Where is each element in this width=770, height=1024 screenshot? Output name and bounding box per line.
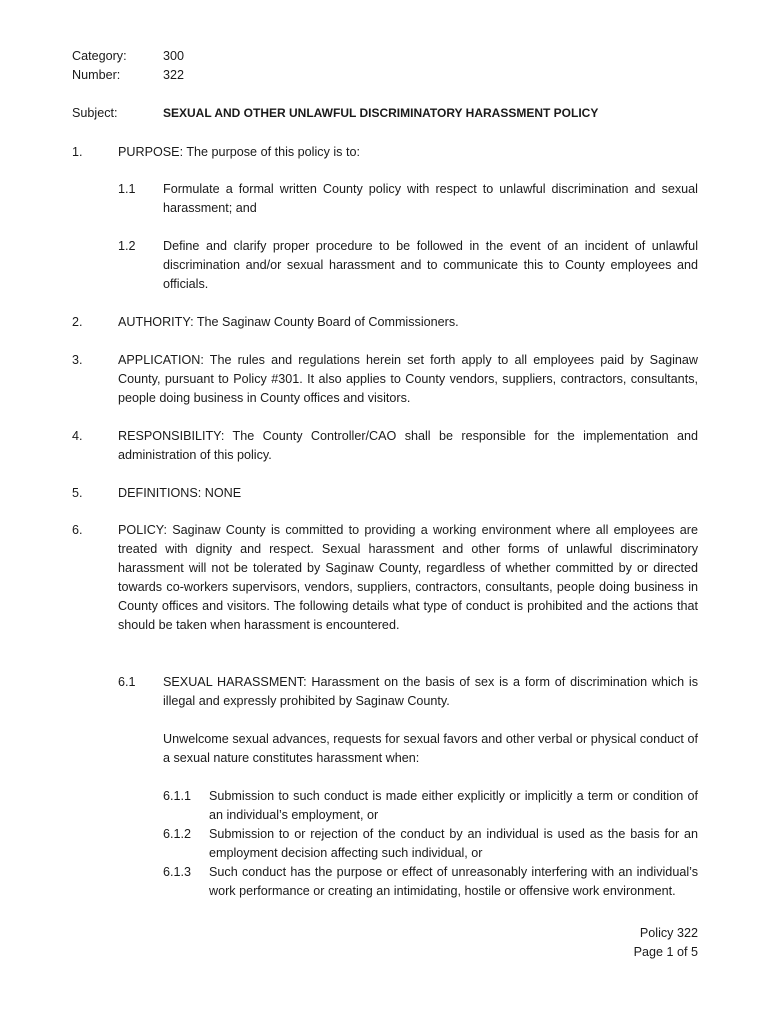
section-2-number: 2.	[72, 315, 83, 329]
section-2-text: AUTHORITY: The Saginaw County Board of Commissioners.	[118, 315, 459, 329]
section-6-1-2-text: Submission to or rejection of the conduct by an individual is used as the basis for an employment decision affecting such individual, or	[209, 827, 698, 860]
section-3-number: 3.	[72, 353, 83, 367]
subject-value: SEXUAL AND OTHER UNLAWFUL DISCRIMINATORY HARASSMENT POLICY	[163, 106, 599, 120]
section-6-1-1-text: Submission to such conduct is made either explicitly or implicitly a term or condition of an individual’s employment, or	[209, 789, 698, 822]
section-1-2-number: 1.2	[118, 239, 136, 253]
section-6-1-3-number: 6.1.3	[163, 865, 192, 879]
section-6-text: POLICY: Saginaw County is committed to providing a working environment where all employees are treated with dignity and respect. Sexual harassment and other forms of unlawful discriminatory harassment will not be tolerated by Saginaw County, regardless of whether committed by or directed towards co-workers supervisors, vendors, suppliers, contractors, consultants, people doing business in County offices and visitors. The following details what type of conduct is prohibited and the actions that should be taken when harassment is encountered.	[118, 523, 698, 632]
section-6-1-text: SEXUAL HARASSMENT: Harassment on the basis of sex is a form of discrimination which is illegal and expressly prohibited by Saginaw County.	[163, 675, 698, 708]
section-6-1-3-text: Such conduct has the purpose or effect of unreasonably interfering with an individual’s work performance or creating an intimidating, hostile or offensive work environment.	[209, 865, 698, 898]
footer-policy: Policy 322	[639, 926, 698, 940]
section-1-number: 1.	[72, 145, 83, 159]
section-6-1-2-number: 6.1.2	[163, 827, 192, 841]
subject-label: Subject:	[72, 106, 118, 120]
section-1-2-text: Define and clarify proper procedure to be followed in the event of an incident of unlawful discrimination and/or sexual harassment and to communicate this to County employees and officials.	[163, 239, 698, 291]
section-1-1-text: Formulate a formal written County policy with respect to unlawful discrimination and sexual harassment; and	[163, 182, 698, 215]
section-4-number: 4.	[72, 429, 83, 443]
section-3-text: APPLICATION: The rules and regulations herein set forth apply to all employees paid by Saginaw County, pursuant to Policy #301. It also applies to County vendors, suppliers, contractors, consultants, people doing business in County offices and visitors.	[118, 353, 698, 405]
section-4-text: RESPONSIBILITY: The County Controller/CAO shall be responsible for the implementation and administration of this policy.	[118, 429, 698, 462]
category-value: 300	[163, 49, 185, 63]
section-6-1-1-number: 6.1.1	[163, 789, 192, 803]
section-6-1-paragraph: Unwelcome sexual advances, requests for sexual favors and other verbal or physical conduct of a sexual nature constitutes harassment when:	[163, 732, 698, 765]
section-5-number: 5.	[72, 486, 83, 500]
number-value: 322	[163, 68, 185, 82]
category-label: Category:	[72, 49, 127, 63]
section-6-number: 6.	[72, 523, 83, 537]
section-1-text: PURPOSE: The purpose of this policy is to:	[118, 145, 360, 159]
section-1-1-number: 1.1	[118, 182, 136, 196]
footer-page-number: Page 1 of 5	[633, 945, 698, 959]
section-6-1-number: 6.1	[118, 675, 136, 689]
section-5-text: DEFINITIONS: NONE	[118, 486, 242, 500]
number-label: Number:	[72, 68, 121, 82]
